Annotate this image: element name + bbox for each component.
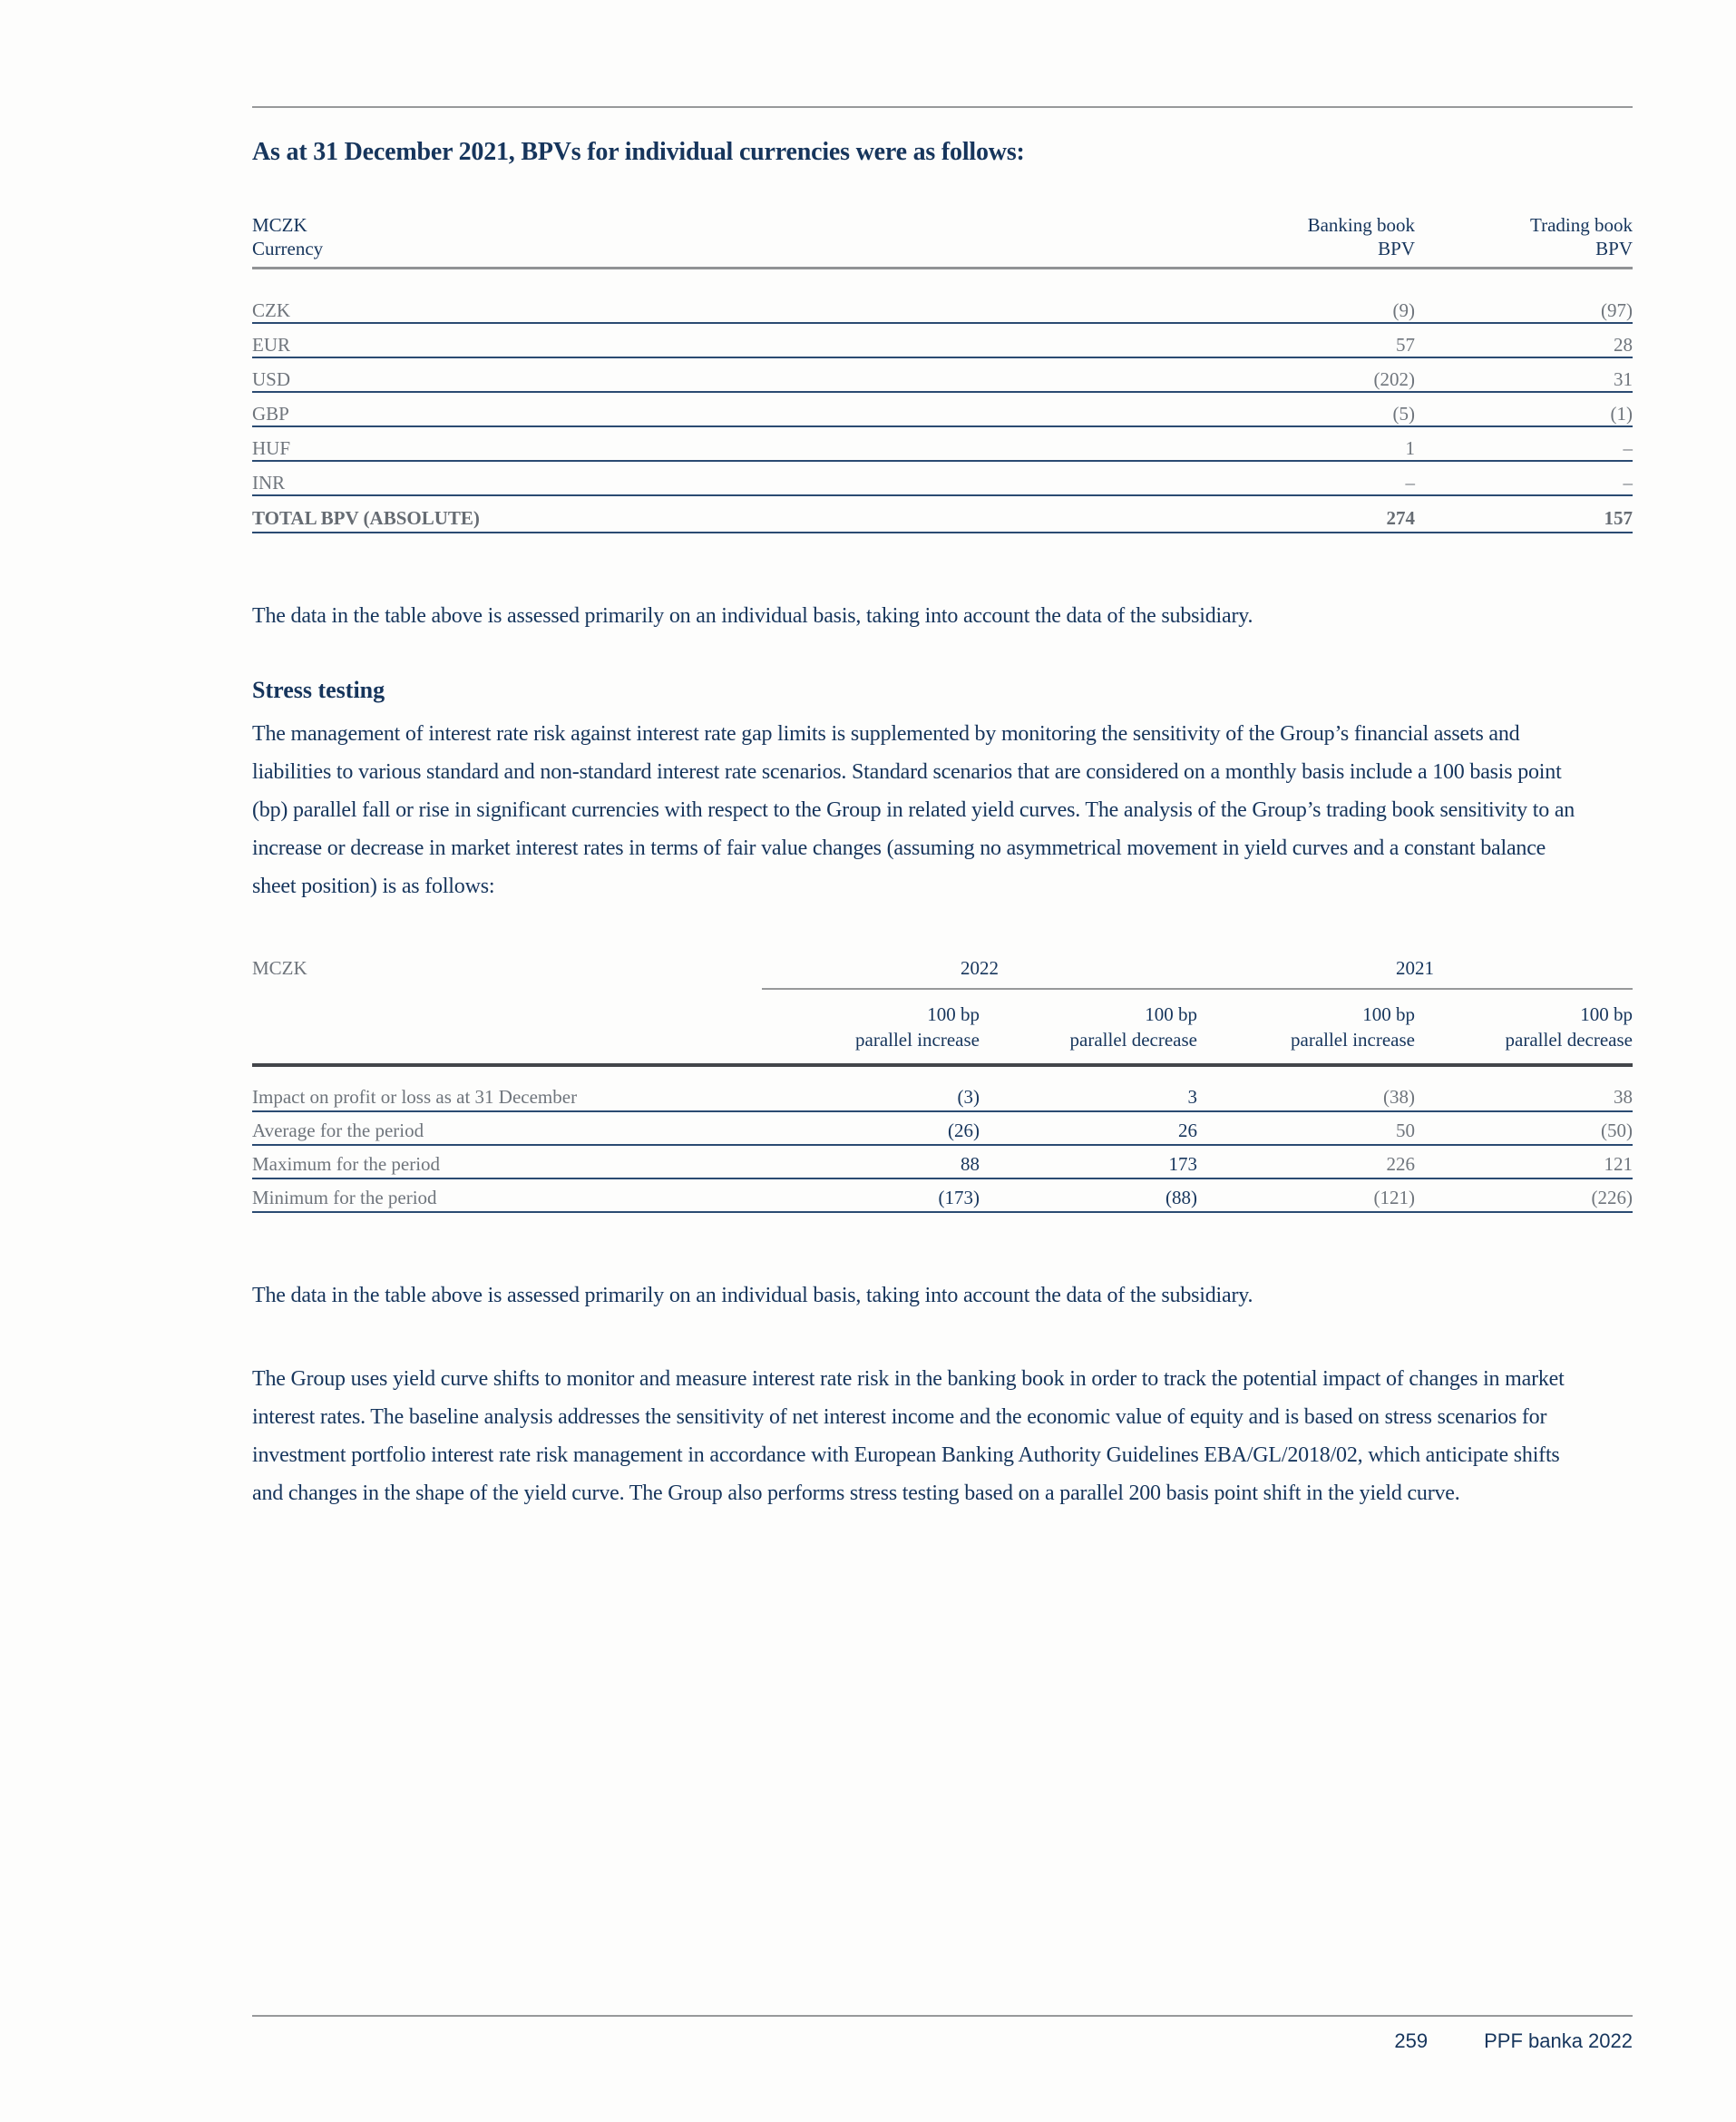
table-row xyxy=(252,1146,1633,1179)
total-banking-value: 274 xyxy=(1386,507,1415,529)
subcol-line2: parallel increase xyxy=(855,1029,980,1051)
bpv-col-banking-line2: BPV xyxy=(1378,238,1415,259)
value-2021-increase: 226 xyxy=(1386,1153,1415,1175)
subcol-2021-increase xyxy=(1197,1002,1415,1052)
bpv-table-header xyxy=(252,213,1633,269)
bpv-table-unit: MCZK xyxy=(252,214,307,236)
metric-label: Minimum for the period xyxy=(252,1187,437,1208)
value-2021-decrease: 121 xyxy=(1604,1153,1633,1175)
currency-label: GBP xyxy=(252,403,289,425)
table-total-row xyxy=(252,496,1633,533)
value-2021-decrease: (50) xyxy=(1601,1120,1633,1141)
currency-label: CZK xyxy=(252,299,290,321)
subcol-line2: parallel increase xyxy=(1291,1029,1415,1051)
value-2022-decrease: (88) xyxy=(1165,1187,1197,1208)
banking-bpv-value: 1 xyxy=(1405,437,1415,459)
value-2022-decrease: 3 xyxy=(1187,1086,1197,1108)
footer-row xyxy=(252,2029,1633,2053)
banking-bpv-value: (5) xyxy=(1392,403,1415,425)
stress-testing-heading: Stress testing xyxy=(252,677,385,703)
currency-label: HUF xyxy=(252,437,291,459)
trading-bpv-value: – xyxy=(1623,437,1633,459)
sensitivity-year-row xyxy=(252,956,1633,990)
value-2022-decrease: 173 xyxy=(1168,1153,1197,1175)
currency-label: USD xyxy=(252,368,291,390)
bpv-col-trading-line2: BPV xyxy=(1595,238,1633,259)
value-2021-decrease: 38 xyxy=(1614,1086,1633,1108)
banking-bpv-value: – xyxy=(1405,472,1415,494)
year-group-2021: 2021 xyxy=(1396,957,1434,979)
value-2022-increase: (26) xyxy=(948,1120,980,1141)
table-row xyxy=(252,358,1633,393)
banking-bpv-value: (9) xyxy=(1392,299,1415,321)
brand-label: PPF banka 2022 xyxy=(1484,2029,1633,2052)
bpv-col-banking-line1: Banking book xyxy=(1307,214,1415,236)
sensitivity-table xyxy=(252,956,1633,1213)
bpv-table-unit-and-rowheader xyxy=(252,213,1197,260)
subcol-line2: parallel decrease xyxy=(1069,1029,1197,1051)
year-group-2022: 2022 xyxy=(961,957,999,979)
page-content xyxy=(252,106,1633,1512)
banking-bpv-value: 57 xyxy=(1396,334,1415,356)
table-row xyxy=(252,1079,1633,1112)
table-row xyxy=(252,393,1633,427)
closing-paragraph: The Group uses yield curve shifts to monitor and measure interest rate risk in the banking book in order to track the potential impact of changes in market interest rates. The baseline analysis addresses the sensitivity of net interest income and the economic value of equity and is based on stress scenarios for investment portfolio interest rate risk management in accordance with European Banking Authority Guidelines EBA/GL/2018/02, which anticipate shifts and changes in the shape of the yield curve. The Group also performs stress testing based on a parallel 200 basis point shift in the yield curve. xyxy=(252,1367,1565,1505)
metric-label: Average for the period xyxy=(252,1120,424,1141)
subcol-line2: parallel decrease xyxy=(1505,1029,1633,1051)
subcol-line1: 100 bp xyxy=(1145,1003,1197,1025)
subcol-2021-decrease xyxy=(1415,1002,1633,1052)
bpv-col-trading-line1: Trading book xyxy=(1530,214,1633,236)
stress-testing-paragraph: The management of interest rate risk against interest rate gap limits is supplemented by monitoring the sensitivity of the Group’s financial assets and liabilities to various standard and non-standard interest rate scenarios. Standard scenarios that are considered on a monthly basis include a 100 basis point (bp) parallel fall or rise in significant currencies with respect to the Group in related yield curves. The analysis of the Group’s trading book sensitivity to an increase or decrease in market interest rates in terms of fair value changes (assuming no asymmetrical movement in yield curves and a constant balance sheet position) is as follows: xyxy=(252,722,1575,898)
bpv-table xyxy=(252,213,1633,533)
sensitivity-table-body xyxy=(252,1079,1633,1213)
page-footer xyxy=(252,2015,1633,2053)
value-2022-increase: (173) xyxy=(938,1187,980,1208)
table-row xyxy=(252,324,1633,358)
table-row xyxy=(252,1179,1633,1213)
trading-bpv-value: (97) xyxy=(1601,299,1633,321)
trading-bpv-value: 28 xyxy=(1614,334,1633,356)
table-row xyxy=(252,427,1633,462)
total-label: TOTAL BPV (ABSOLUTE) xyxy=(252,507,480,529)
bpv-col-banking-book xyxy=(1197,213,1415,260)
page-number: 259 xyxy=(1394,2029,1429,2052)
page-title: As at 31 December 2021, BPVs for individual currencies were as follows: xyxy=(252,138,1025,166)
subcol-line1: 100 bp xyxy=(1580,1003,1633,1025)
table-row xyxy=(252,289,1633,324)
value-2022-increase: 88 xyxy=(961,1153,980,1175)
value-2022-decrease: 26 xyxy=(1178,1120,1197,1141)
bpv-col-trading-book xyxy=(1415,213,1633,260)
bpv-table-body xyxy=(252,289,1633,533)
subcol-2022-increase xyxy=(762,1002,980,1052)
subcol-2022-decrease xyxy=(980,1002,1197,1052)
subheader-spacer xyxy=(252,1002,762,1052)
table-row xyxy=(252,1112,1633,1146)
subsidiary-note: The data in the table above is assessed primarily on an individual basis, taking into account the data of the subsidiary. xyxy=(252,604,1253,628)
metric-label: Maximum for the period xyxy=(252,1153,441,1175)
table-row xyxy=(252,462,1633,496)
sensitivity-subheader-row xyxy=(252,990,1633,1067)
trading-bpv-value: 31 xyxy=(1614,368,1633,390)
trading-bpv-value: – xyxy=(1623,472,1633,494)
subcol-line1: 100 bp xyxy=(1362,1003,1415,1025)
value-2021-decrease: (226) xyxy=(1591,1187,1633,1208)
value-2021-increase: (121) xyxy=(1373,1187,1415,1208)
subcol-line1: 100 bp xyxy=(927,1003,980,1025)
value-2021-increase: (38) xyxy=(1383,1086,1415,1108)
value-2021-increase: 50 xyxy=(1396,1120,1415,1141)
banking-bpv-value: (202) xyxy=(1373,368,1415,390)
trading-bpv-value: (1) xyxy=(1610,403,1633,425)
bpv-table-row-header: Currency xyxy=(252,238,324,259)
value-2022-increase: (3) xyxy=(957,1086,980,1108)
currency-label: INR xyxy=(252,472,286,494)
metric-label: Impact on profit or loss as at 31 December xyxy=(252,1086,578,1108)
year-group-headers xyxy=(762,956,1633,990)
top-divider xyxy=(252,106,1633,108)
sensitivity-table-unit: MCZK xyxy=(252,957,307,979)
subsidiary-note: The data in the table above is assessed primarily on an individual basis, taking into account the data of the subsidiary. xyxy=(252,1284,1253,1307)
currency-label: EUR xyxy=(252,334,290,356)
total-trading-value: 157 xyxy=(1604,507,1633,529)
